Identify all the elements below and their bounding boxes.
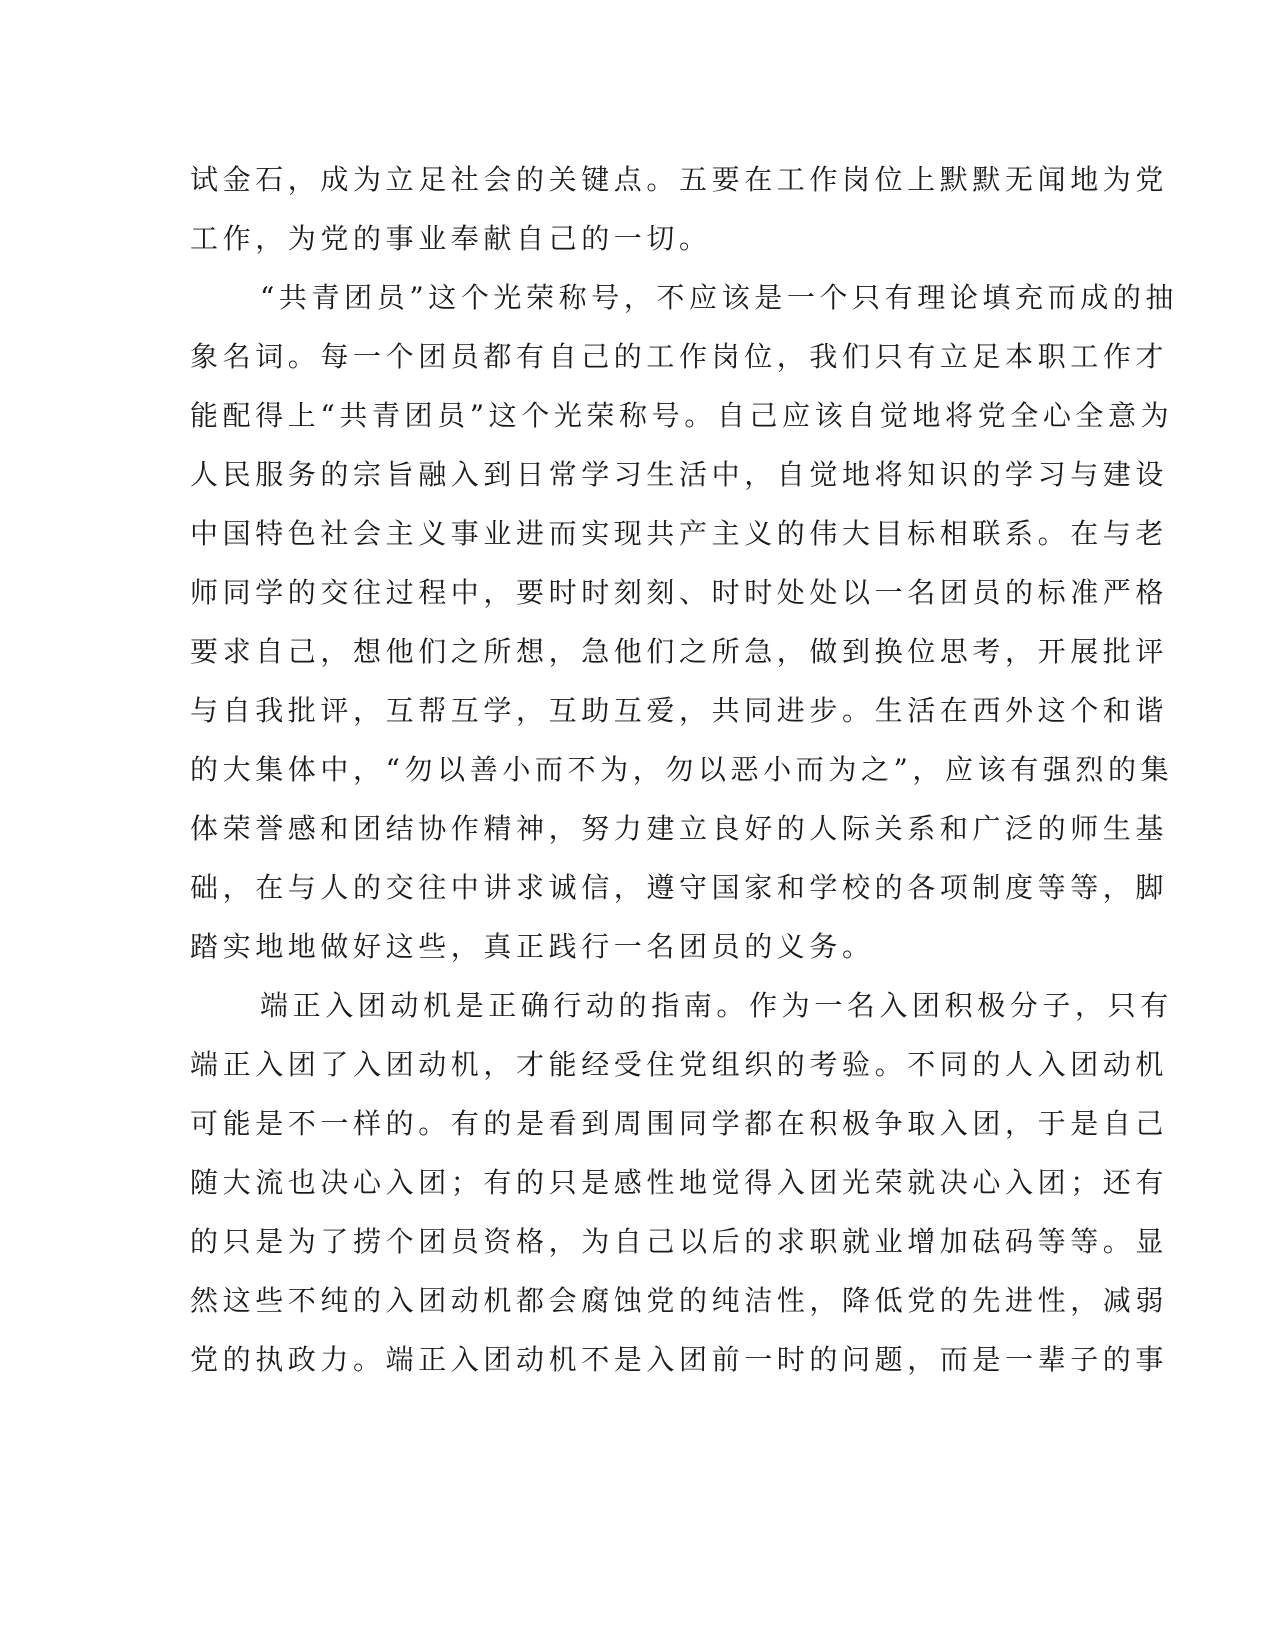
text-line: 人民服务的宗旨融入到日常学习生活中，自觉地将知识的学习与建设 [190, 458, 1169, 491]
text-line: 党的执政力。端正入团动机不是入团前一时的问题，而是一辈子的事 [190, 1343, 1169, 1376]
text-line: 端正入团了入团动机，才能经受住党组织的考验。不同的人入团动机 [190, 1048, 1169, 1081]
paragraph-start-line: “共青团员”这个光荣称号，不应该是一个只有理论填充而成的抽 [260, 281, 1179, 314]
text-line: 然这些不纯的入团动机都会腐蚀党的纯洁性，降低党的先进性，减弱 [190, 1284, 1169, 1317]
text-line: 的只是为了捞个团员资格，为自己以后的求职就业增加砝码等等。显 [190, 1225, 1169, 1258]
text-line: 要求自己，想他们之所想，急他们之所急，做到换位思考，开展批评 [190, 635, 1169, 668]
text-line: 可能是不一样的。有的是看到周围同学都在积极争取入团，于是自己 [190, 1107, 1169, 1140]
text-line: 踏实地地做好这些，真正践行一名团员的义务。 [190, 930, 875, 963]
text-line: 工作，为党的事业奉献自己的一切。 [190, 222, 712, 255]
text-line: 师同学的交往过程中，要时时刻刻、时时处处以一名团员的标准严格 [190, 576, 1169, 609]
text-line: 象名词。每一个团员都有自己的工作岗位，我们只有立足本职工作才 [190, 340, 1169, 373]
text-line: 中国特色社会主义事业进而实现共产主义的伟大目标相联系。在与老 [190, 517, 1169, 550]
text-line: 与自我批评，互帮互学，互助互爱，共同进步。生活在西外这个和谐 [190, 694, 1169, 727]
text-line: 随大流也决心入团；有的只是感性地觉得入团光荣就决心入团；还有 [190, 1166, 1169, 1199]
text-line: 础，在与人的交往中讲求诚信，遵守国家和学校的各项制度等等，脚 [190, 871, 1169, 904]
text-line: 体荣誉感和团结协作精神，努力建立良好的人际关系和广泛的师生基 [190, 812, 1169, 845]
text-line: 能配得上“共青团员”这个光荣称号。自己应该自觉地将党全心全意为 [190, 399, 1174, 432]
text-line: 的大集体中，“勿以善小而不为，勿以恶小而为之”，应该有强烈的集 [190, 753, 1174, 786]
paragraph-start-line: 端正入团动机是正确行动的指南。作为一名入团积极分子，只有 [260, 989, 1173, 1022]
text-line: 试金石，成为立足社会的关键点。五要在工作岗位上默默无闻地为党 [190, 163, 1169, 196]
